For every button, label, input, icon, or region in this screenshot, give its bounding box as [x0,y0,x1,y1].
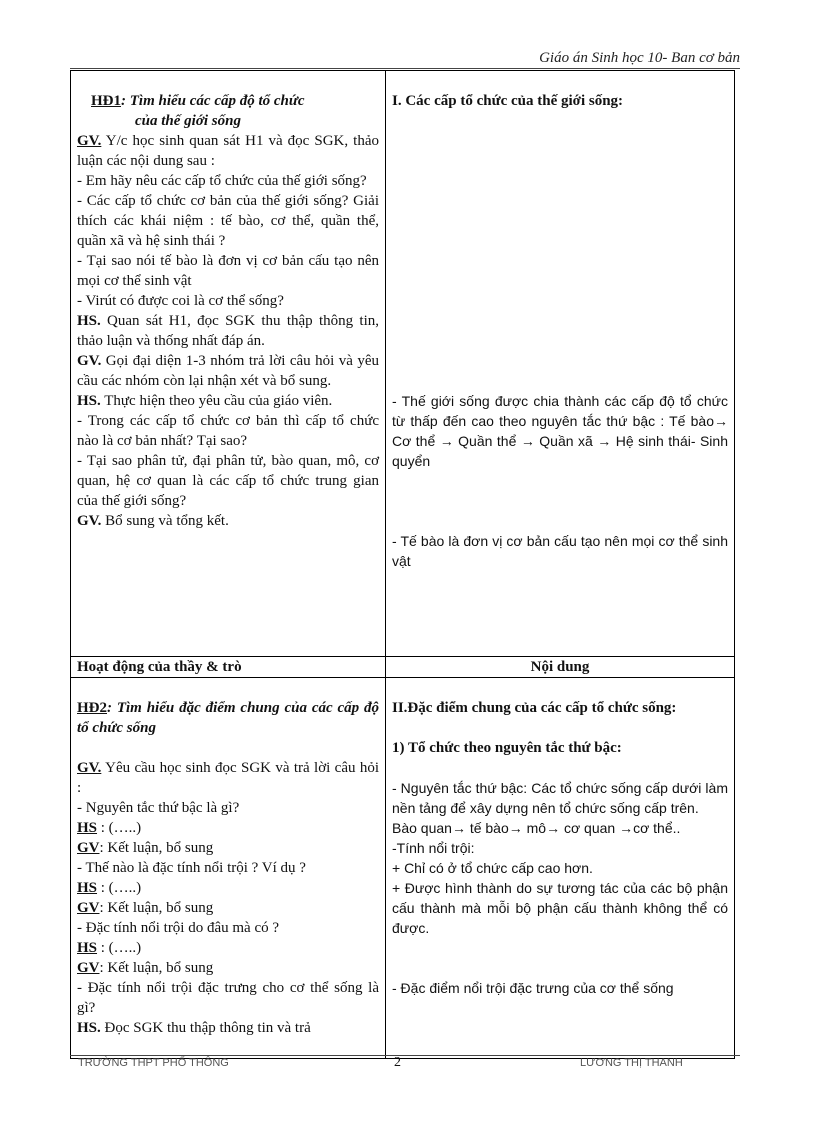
question-5: - Trong các cấp tổ chức cơ bản thì cấp tổ chức nào là cơ bản nhất? Tại sao? [77,413,379,449]
hs-label: HS [77,940,98,956]
table-header-row [71,657,735,678]
question-4: - Virút có được coi là cơ thể sống? [77,293,284,309]
gv-label: GV. [77,133,102,149]
gv-label: GV. [77,760,102,776]
table-row [71,678,735,1059]
gv-text: Y/c học sinh quan sát H1 và đọc SGK, thảo luận các nội dung sau : [77,133,379,169]
table-row [71,71,735,657]
activity-cell-hd1 [71,71,386,657]
header-rule [70,68,740,69]
section-1-paragraph: - Tế bào là đơn vị cơ bản cấu tạo nên mọi cơ thể sinh vật [392,533,728,569]
footer-rule [70,1055,740,1056]
question-3: - Đặc tính nổi trội do đâu mà có ? [77,920,280,936]
gv-label: GV [77,960,100,976]
hs-text: Quan sát H1, đọc SGK thu thập thông tin, thảo luận và thống nhất đáp án. [77,313,379,349]
hs-text: Đọc SGK thu thập thông tin và trả [100,1020,311,1036]
gv-text: : Kết luận, bổ sung [99,900,214,916]
question-2: - Thế nào là đặc tính nổi trội ? Ví dụ ? [77,860,306,876]
gv-text: Yêu cầu học sinh đọc SGK và trả lời câu hỏi : [77,760,379,796]
content-cell-section-2 [386,678,735,1059]
content-cell-section-1 [386,71,735,657]
hd1-title-1: : Tìm hiểu các cấp độ tổ chức [121,93,305,109]
question-2: - Các cấp tổ chức cơ bản của thế giới sống? Giải thích các khái niệm : tế bào, cơ thể, quần thể, quần xã và hệ sinh thái ? [77,193,379,249]
footer-school: TRƯỜNG THPT PHỔ THÔNG [78,1057,229,1069]
gv-label: GV. [77,513,102,529]
section-1-heading: I. Các cấp tổ chức của thế giới sống: [392,93,624,109]
hs-label: HS. [77,393,101,409]
question-1: - Em hãy nêu các cấp tổ chức của thế giới sống? [77,173,367,189]
section-2-paragraph: Bào quan→ tế bào→ mô→ cơ quan →cơ thể.. [392,820,681,836]
hs-label: HS. [77,1020,101,1036]
page-header: Giáo án Sinh học 10- Ban cơ bản [539,50,740,66]
gv-label: GV [77,900,100,916]
section-2-subheading: 1) Tổ chức theo nguyên tắc thứ bậc: [392,740,622,756]
hs-text: : (…..) [97,880,142,896]
section-2-paragraph: + Được hình thành do sự tương tác của các bộ phận cấu thành mà mỗi bộ phận cấu thành không thể có được. [392,880,728,936]
hs-text: : (…..) [97,940,142,956]
hd2-label: HĐ2 [77,700,107,716]
lesson-table [70,70,735,1059]
hd2-title: : Tìm hiểu đặc điểm chung của các cấp độ tổ chức sống [77,700,379,736]
section-2-paragraph: - Đặc điểm nổi trội đặc trưng của cơ thể sống [392,980,674,996]
question-3: - Tại sao nói tế bào là đơn vị cơ bản cấu tạo nên mọi cơ thể sinh vật [77,253,379,289]
column-header-activity: Hoạt động của thầy & trò [71,657,386,678]
gv-label: GV [77,840,100,856]
gv-text: : Kết luận, bổ sung [99,840,214,856]
question-6: - Tại sao phân tử, đại phân tử, bào quan, mô, cơ quan, hệ cơ quan là các cấp tổ chức trung gian của thế giới sống? [77,453,379,509]
column-header-content: Nội dung [386,657,735,678]
hs-label: HS [77,880,98,896]
question-4: - Đặc tính nổi trội đặc trưng cho cơ thể sống là gì? [77,980,379,1016]
hs-label: HS. [77,313,101,329]
hs-text: Thực hiện theo yêu cầu của giáo viên. [100,393,333,409]
gv-label: GV. [77,353,102,369]
activity-cell-hd2 [71,678,386,1059]
section-2-heading: II.Đặc điểm chung của các cấp tổ chức sống: [392,700,677,716]
section-2-paragraph: + Chỉ có ở tổ chức cấp cao hơn. [392,860,593,876]
gv-text: Gọi đại diện 1-3 nhóm trả lời câu hỏi và yêu cầu các nhóm còn lại nhận xét và bổ sung. [77,353,379,389]
hd1-label: HĐ1 [91,93,121,109]
hs-label: HS [77,820,98,836]
section-1-paragraph: - Thế giới sống được chia thành các cấp độ tổ chức từ thấp đến cao theo nguyên tắc thứ bậc : Tế bào→ Cơ thể → Quần thể → Quần xã → Hệ sinh thái- Sinh quyển [392,393,728,469]
page-number: 2 [394,1055,401,1070]
footer-author: LƯƠNG THỊ THANH [580,1057,683,1069]
hs-text: : (…..) [97,820,142,836]
section-2-paragraph: - Nguyên tắc thứ bậc: Các tổ chức sống cấp dưới làm nền tảng để xây dựng nên tổ chức sống cấp trên. [392,780,728,816]
gv-text: Bổ sung và tổng kết. [101,513,229,529]
question-1: - Nguyên tắc thứ bậc là gì? [77,800,240,816]
hd1-title-2: của thế giới sống [135,113,241,129]
section-2-paragraph: -Tính nổi trội: [392,840,475,856]
gv-text: : Kết luận, bổ sung [99,960,214,976]
